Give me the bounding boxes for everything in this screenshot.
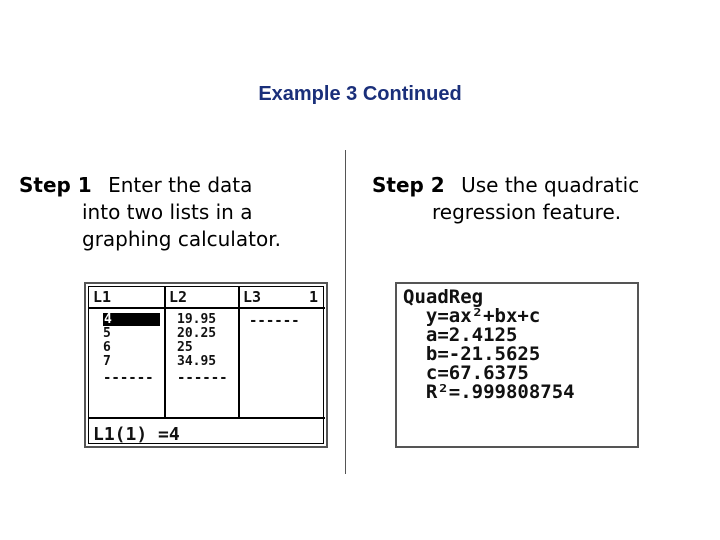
quadreg-equation: y=ax²+bx+c — [403, 305, 541, 327]
step1-text-3: graphing calculator. — [82, 227, 281, 251]
quadreg-title: QuadReg — [403, 286, 484, 308]
column-divider — [345, 150, 346, 474]
l1-cell-selected[interactable]: 4 — [103, 313, 160, 326]
footer-rule — [89, 417, 325, 419]
step1-text-1: Enter the data — [108, 173, 253, 197]
step2-text-1: Use the quadratic — [461, 173, 640, 197]
l3-end-marker: ------ — [249, 313, 300, 329]
calculator-list-screen — [84, 282, 328, 448]
l2-cell: 25 — [177, 340, 193, 355]
l1-cell: 5 — [103, 326, 111, 341]
l2-end-marker: ------ — [177, 370, 228, 386]
list-number: 1 — [309, 288, 319, 306]
step1-head: Step 1 — [19, 173, 92, 197]
list-header-l2: L2 — [169, 288, 188, 306]
step2-text-2: regression feature. — [432, 200, 622, 224]
list-footer: L1(1) =4 — [93, 424, 180, 445]
step1-block — [19, 172, 339, 253]
step1-text-2: into two lists in a — [82, 200, 253, 224]
l2-cell: 34.95 — [177, 354, 217, 369]
l1-cell: 7 — [103, 354, 111, 369]
l1-end-marker: ------ — [103, 370, 154, 386]
l2-cell: 20.25 — [177, 326, 217, 341]
quadreg-b: b=-21.5625 — [403, 343, 541, 365]
list-header-l1: L1 — [93, 288, 112, 306]
calculator-quadreg-screen — [395, 282, 639, 448]
quadreg-c: c=67.6375 — [403, 362, 529, 384]
header-rule — [89, 307, 325, 309]
step2-block — [372, 172, 712, 226]
quadreg-r2: R²=.999808754 — [403, 381, 575, 403]
page-title: Example 3 Continued — [258, 83, 462, 105]
quadreg-a: a=2.4125 — [403, 324, 518, 346]
step2-head: Step 2 — [372, 173, 445, 197]
list-header-l3: L3 — [243, 288, 262, 306]
l1-cell: 6 — [103, 340, 111, 355]
list-editor — [88, 286, 324, 444]
l2-cell: 19.95 — [177, 312, 217, 327]
